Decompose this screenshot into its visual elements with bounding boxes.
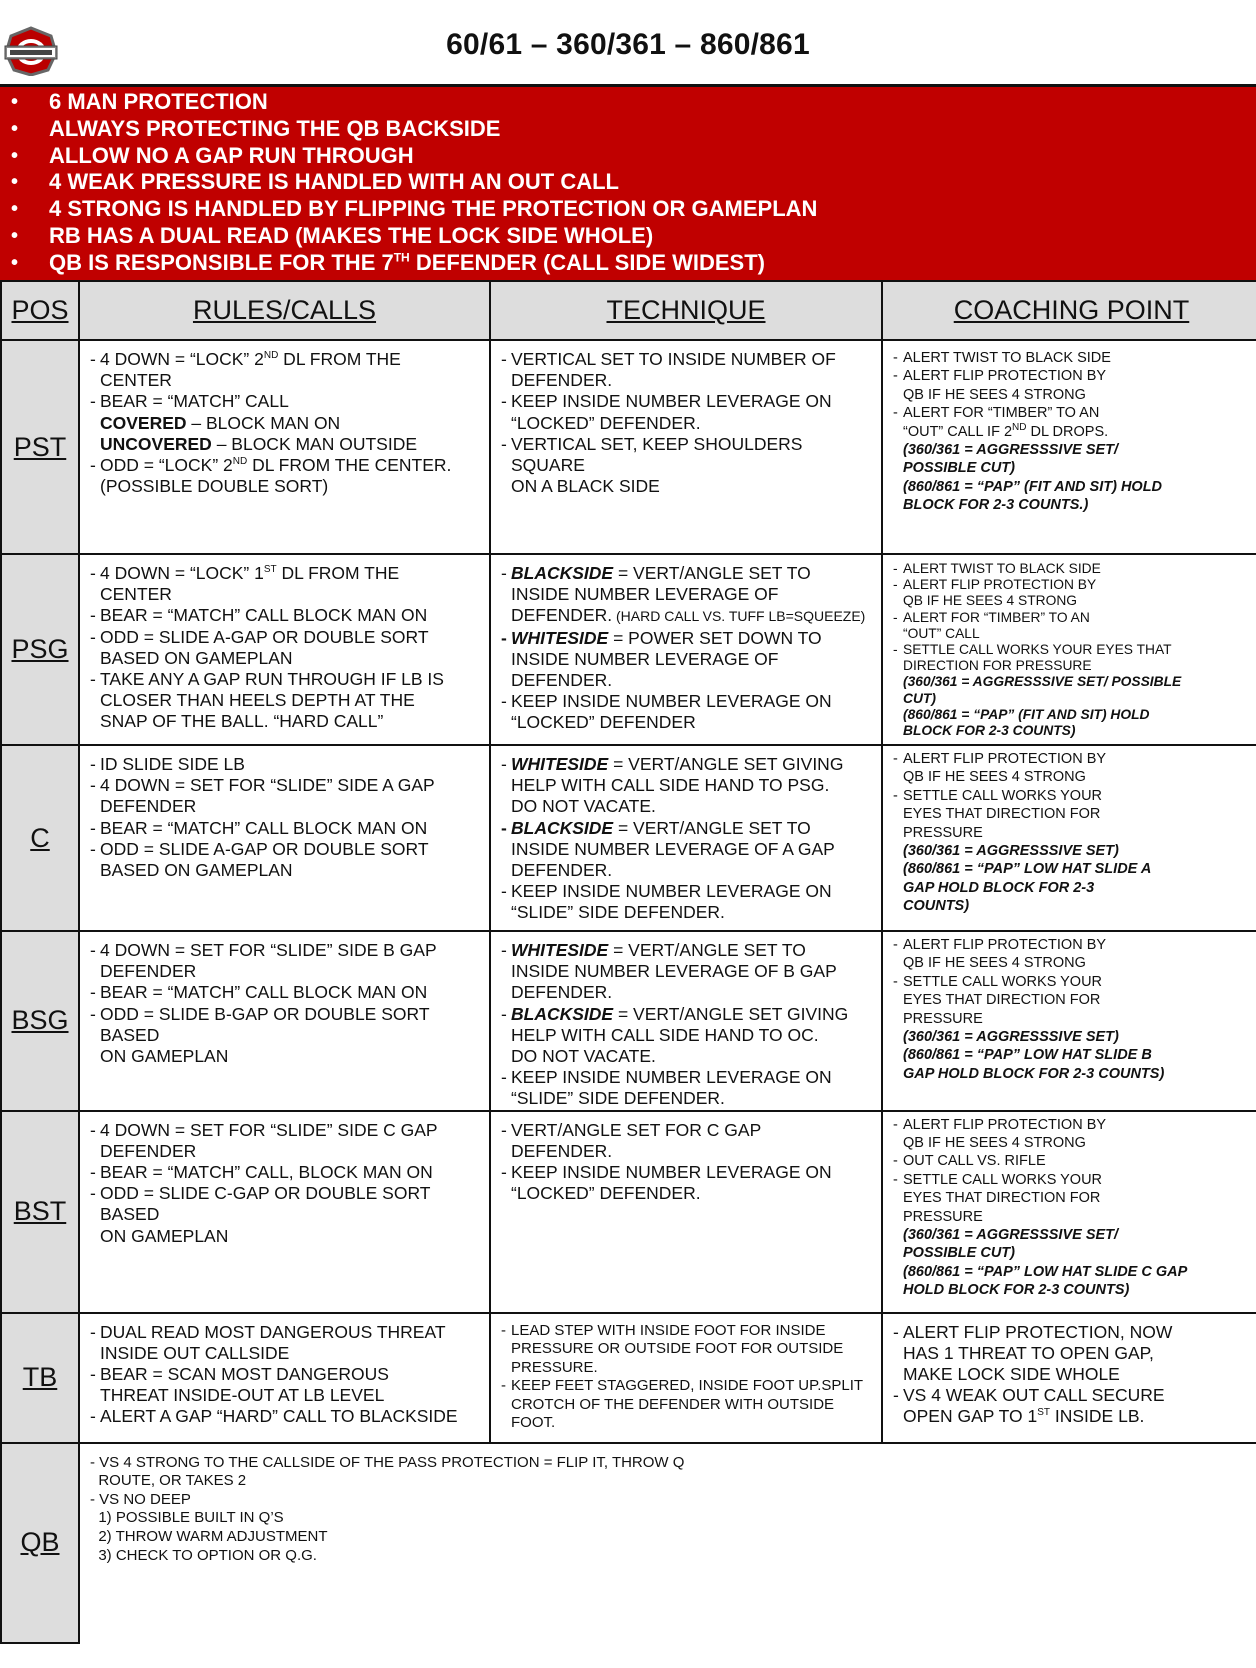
coaching-cell: - ALERT TWIST TO BLACK SIDE - ALERT FLIP PROTECTION BY QB IF HE SEES 4 STRONG - ALERT FOR “TIMBER” TO AN “OUT” CALL IF 2ND DL DROPS. (360/361 = AGGRESSSIVE SET/ POSSIBLE CUT) (860/861 = “PAP” (FIT AND SIT) HOLD BLOCK FOR 2-3 COUNTS.)	[893, 350, 1163, 514]
technique-cell: - WHITESIDE = VERT/ANGLE SET TO INSIDE NUMBER LEVERAGE OF B GAP DEFENDER. - BLACKSIDE = VERT/ANGLE SET GIVING HELP WITH CALL SIDE HAND TO OC. DO NOT VACATE. - KEEP INSIDE NUMBER LEVERAGE ON “SLIDE” SIDE DEFENDER.	[501, 940, 849, 1109]
coaching-cell: - ALERT TWIST TO BLACK SIDE - ALERT FLIP PROTECTION BY QB IF HE SEES 4 STRONG - ALERT FOR “TIMBER” TO AN “OUT” CALL - SETTLE CALL WORKS YOUR EYES THAT DIRECTION FOR PRESSURE (360/361 = AGGRESSSIVE SET/ POSSIBLE CUT) (860/861 = “PAP” (FIT AND SIT) HOLD BLOCK FOR 2-3 COUNTS)	[893, 561, 1182, 739]
table-row-psg	[1, 554, 1256, 745]
protection-table	[0, 280, 1256, 1644]
key-point: • 4 WEAK PRESSURE IS HANDLED WITH AN OUT CALL	[11, 169, 619, 195]
pos-label: C	[1, 745, 79, 931]
key-point: • 4 STRONG IS HANDLED BY FLIPPING THE PROTECTION OR GAMEPLAN	[11, 196, 818, 222]
coaching-cell: - ALERT FLIP PROTECTION BY QB IF HE SEES 4 STRONG - SETTLE CALL WORKS YOUR EYES THAT DIRECTION FOR PRESSURE (360/361 = AGGRESSSIVE SET) (860/861 = “PAP” LOW HAT SLIDE B GAP HOLD BLOCK FOR 2-3 COUNTS)	[893, 937, 1165, 1082]
pos-label: QB	[1, 1443, 79, 1643]
key-point: • ALLOW NO A GAP RUN THROUGH	[11, 142, 414, 168]
technique-cell: - WHITESIDE = VERT/ANGLE SET GIVING HELP WITH CALL SIDE HAND TO PSG. DO NOT VACATE. - BLACKSIDE = VERT/ANGLE SET TO INSIDE NUMBER LEVERAGE OF A GAP DEFENDER. - KEEP INSIDE NUMBER LEVERAGE ON “SLIDE” SIDE DEFENDER.	[501, 754, 844, 923]
pos-label: BSG	[1, 931, 79, 1111]
coaching-cell: - ALERT FLIP PROTECTION BY QB IF HE SEES 4 STRONG - SETTLE CALL WORKS YOUR EYES THAT DIRECTION FOR PRESSURE (360/361 = AGGRESSSIVE SET) (860/861 = “PAP” LOW HAT SLIDE A GAP HOLD BLOCK FOR 2-3 COUNTS)	[893, 751, 1152, 915]
pos-label: BST	[1, 1111, 79, 1313]
table-header-row	[1, 281, 1256, 340]
rules-cell: - 4 DOWN = “LOCK” 1ST DL FROM THE CENTER - BEAR = “MATCH” CALL BLOCK MAN ON - ODD = SLIDE A-GAP OR DOUBLE SORT BASED ON GAMEPLAN - TAKE ANY A GAP RUN THROUGH IF LB IS CLOSER THAN HEELS DEPTH AT THE SNAP OF THE BALL. “HARD CALL”	[90, 563, 444, 732]
technique-cell: - BLACKSIDE = VERT/ANGLE SET TO INSIDE NUMBER LEVERAGE OF DEFENDER. (HARD CALL VS. TUFF LB=SQUEEZE) - WHITESIDE = POWER SET DOWN TO INSIDE NUMBER LEVERAGE OF DEFENDER. - KEEP INSIDE NUMBER LEVERAGE ON “LOCKED” DEFENDER	[501, 563, 866, 733]
technique-cell: - VERTICAL SET TO INSIDE NUMBER OF DEFENDER. - KEEP INSIDE NUMBER LEVERAGE ON “LOCKED” DEFENDER. - VERTICAL SET, KEEP SHOULDERS SQUARE ON A BLACK SIDE	[501, 349, 836, 497]
technique-cell: - VERT/ANGLE SET FOR C GAP DEFENDER. - KEEP INSIDE NUMBER LEVERAGE ON “LOCKED” DEFENDER.	[501, 1119, 832, 1204]
rules-cell: - 4 DOWN = “LOCK” 2ND DL FROM THE CENTER - BEAR = “MATCH” CALL COVERED – BLOCK MAN ON UNCOVERED – BLOCK MAN OUTSIDE - ODD = “LOCK” 2ND DL FROM THE CENTER. (POSSIBLE DOUBLE SORT)	[90, 349, 452, 497]
qb-notes: - VS 4 STRONG TO THE CALLSIDE OF THE PASS PROTECTION = FLIP IT, THROW Q ROUTE, OR TAKES 2 - VS NO DEEP 1) POSSIBLE BUILT IN Q’S 2) THROW WARM ADJUSTMENT 3) CHECK TO OPTION OR Q.G.	[90, 1453, 685, 1564]
header-pos: POS	[1, 281, 79, 340]
rules-cell: - 4 DOWN = SET FOR “SLIDE” SIDE B GAP DEFENDER - BEAR = “MATCH” CALL BLOCK MAN ON - ODD = SLIDE B-GAP OR DOUBLE SORT BASED ON GAMEPLAN	[90, 940, 437, 1067]
table-row-pst	[1, 340, 1256, 554]
rules-cell: - DUAL READ MOST DANGEROUS THREAT INSIDE OUT CALLSIDE - BEAR = SCAN MOST DANGEROUS THREAT INSIDE-OUT AT LB LEVEL - ALERT A GAP “HARD” CALL TO BLACKSIDE	[90, 1321, 458, 1427]
page-header	[0, 0, 1256, 84]
table-row-c	[1, 745, 1256, 931]
coaching-cell: - ALERT FLIP PROTECTION, NOW HAS 1 THREAT TO OPEN GAP, MAKE LOCK SIDE WHOLE - VS 4 WEAK OUT CALL SECURE OPEN GAP TO 1ST INSIDE LB.	[893, 1321, 1173, 1427]
key-point: • RB HAS A DUAL READ (MAKES THE LOCK SIDE WHOLE)	[11, 222, 654, 248]
key-point: • QB IS RESPONSIBLE FOR THE 7TH DEFENDER (CALL SIDE WIDEST)	[11, 249, 765, 275]
key-points-banner	[0, 84, 1256, 280]
rules-cell: - ID SLIDE SIDE LB - 4 DOWN = SET FOR “SLIDE” SIDE A GAP DEFENDER - BEAR = “MATCH” CALL BLOCK MAN ON - ODD = SLIDE A-GAP OR DOUBLE SORT BASED ON GAMEPLAN	[90, 754, 435, 881]
rules-cell: - 4 DOWN = SET FOR “SLIDE” SIDE C GAP DEFENDER - BEAR = “MATCH” CALL, BLOCK MAN ON - ODD = SLIDE C-GAP OR DOUBLE SORT BASED ON GAMEPLAN	[90, 1119, 438, 1246]
key-point: • 6 MAN PROTECTION	[11, 89, 268, 114]
coaching-cell: - ALERT FLIP PROTECTION BY QB IF HE SEES 4 STRONG - OUT CALL VS. RIFLE - SETTLE CALL WORKS YOUR EYES THAT DIRECTION FOR PRESSURE (360/361 = AGGRESSSIVE SET/ POSSIBLE CUT) (860/861 = “PAP” LOW HAT SLIDE C GAP HOLD BLOCK FOR 2-3 COUNTS)	[893, 1116, 1188, 1299]
table-row-tb	[1, 1313, 1256, 1443]
pos-label: PSG	[1, 554, 79, 745]
table-row-bst	[1, 1111, 1256, 1313]
header-technique: TECHNIQUE	[490, 281, 882, 340]
key-point: • ALWAYS PROTECTING THE QB BACKSIDE	[11, 115, 501, 141]
table-row-bsg	[1, 931, 1256, 1111]
technique-cell: - LEAD STEP WITH INSIDE FOOT FOR INSIDE PRESSURE OR OUTSIDE FOOT FOR OUTSIDE PRESSURE. - KEEP FEET STAGGERED, INSIDE FOOT UP.SPLIT CROTCH OF THE DEFENDER WITH OUTSIDE FOOT.	[501, 1321, 864, 1432]
header-rules: RULES/CALLS	[79, 281, 490, 340]
pos-label: PST	[1, 340, 79, 554]
pos-label: TB	[1, 1313, 79, 1443]
table-row-qb	[1, 1443, 1256, 1643]
header-coaching: COACHING POINT	[882, 281, 1256, 340]
page-title: 60/61 – 360/361 – 860/861	[446, 28, 810, 61]
